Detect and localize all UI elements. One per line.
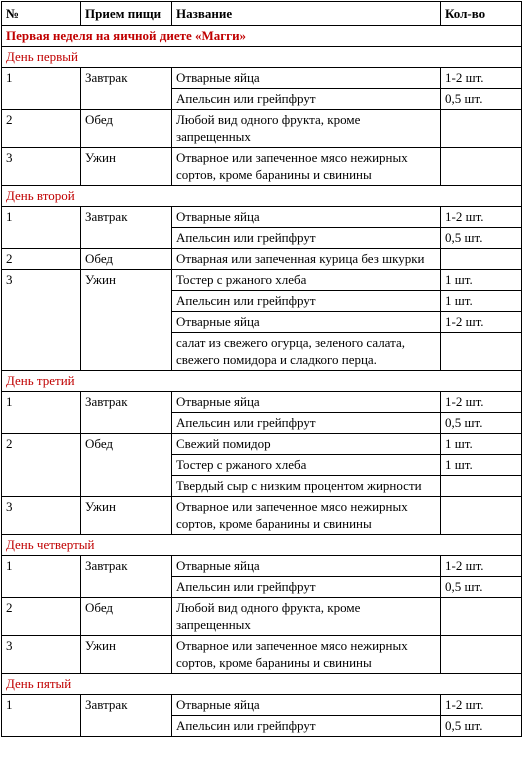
food-name: Отварные яйца — [172, 392, 441, 413]
day-row — [2, 674, 522, 695]
meal-name: Обед — [81, 598, 172, 636]
food-quantity: 1-2 шт. — [441, 392, 522, 413]
food-name: Отварная или запеченная курица без шкурки — [172, 249, 441, 270]
meal-name: Ужин — [81, 497, 172, 535]
table-row — [2, 148, 522, 186]
food-name: Отварные яйца — [172, 207, 441, 228]
meal-number: 3 — [2, 497, 81, 535]
meal-number: 1 — [2, 695, 81, 737]
food-name: Апельсин или грейпфрут — [172, 228, 441, 249]
table-row — [2, 207, 522, 228]
food-name: Отварное или запеченное мясо нежирных сортов, кроме баранины и свинины — [172, 636, 441, 674]
table-row — [2, 68, 522, 89]
food-name: Апельсин или грейпфрут — [172, 89, 441, 110]
meal-name: Завтрак — [81, 695, 172, 737]
day-title: День первый — [2, 47, 522, 68]
meal-name: Завтрак — [81, 68, 172, 110]
food-name: салат из свежего огурца, зеленого салата, свежего помидора и сладкого перца. — [172, 333, 441, 371]
food-name: Тостер с ржаного хлеба — [172, 455, 441, 476]
food-name: Свежий помидор — [172, 434, 441, 455]
food-quantity: 1 шт. — [441, 434, 522, 455]
meal-name: Ужин — [81, 636, 172, 674]
food-name: Отварное или запеченное мясо нежирных сортов, кроме баранины и свинины — [172, 148, 441, 186]
food-name: Апельсин или грейпфрут — [172, 577, 441, 598]
meal-name: Завтрак — [81, 207, 172, 249]
day-title: День пятый — [2, 674, 522, 695]
food-quantity: 1-2 шт. — [441, 695, 522, 716]
table-row — [2, 497, 522, 535]
table-row — [2, 110, 522, 148]
food-quantity: 0,5 шт. — [441, 89, 522, 110]
meal-name: Ужин — [81, 270, 172, 371]
meal-number: 3 — [2, 636, 81, 674]
meal-name: Ужин — [81, 148, 172, 186]
food-quantity — [441, 110, 522, 148]
header-name: Название — [172, 2, 441, 26]
food-quantity: 1-2 шт. — [441, 312, 522, 333]
diet-body — [2, 26, 522, 737]
food-name: Отварное или запеченное мясо нежирных сортов, кроме баранины и свинины — [172, 497, 441, 535]
food-quantity: 0,5 шт. — [441, 577, 522, 598]
food-name: Любой вид одного фрукта, кроме запрещенных — [172, 110, 441, 148]
week-title: Первая неделя на яичной диете «Магги» — [2, 26, 522, 47]
week-row — [2, 26, 522, 47]
meal-number: 3 — [2, 148, 81, 186]
table-row — [2, 434, 522, 455]
meal-number: 1 — [2, 556, 81, 598]
table-row — [2, 556, 522, 577]
header-qty: Кол-во — [441, 2, 522, 26]
meal-name: Обед — [81, 110, 172, 148]
diet-table — [1, 1, 522, 737]
meal-name: Завтрак — [81, 556, 172, 598]
meal-number: 1 — [2, 207, 81, 249]
food-quantity: 0,5 шт. — [441, 228, 522, 249]
food-name: Любой вид одного фрукта, кроме запрещенных — [172, 598, 441, 636]
food-quantity — [441, 636, 522, 674]
food-quantity — [441, 333, 522, 371]
food-quantity — [441, 148, 522, 186]
day-row — [2, 186, 522, 207]
food-quantity: 1-2 шт. — [441, 207, 522, 228]
food-quantity — [441, 476, 522, 497]
header-num: № — [2, 2, 81, 26]
food-quantity: 1 шт. — [441, 270, 522, 291]
food-quantity: 0,5 шт. — [441, 716, 522, 737]
food-quantity: 1-2 шт. — [441, 556, 522, 577]
day-row — [2, 371, 522, 392]
food-quantity: 1-2 шт. — [441, 68, 522, 89]
food-quantity — [441, 598, 522, 636]
table-row — [2, 695, 522, 716]
meal-name: Обед — [81, 434, 172, 497]
day-row — [2, 535, 522, 556]
table-row — [2, 249, 522, 270]
food-quantity: 0,5 шт. — [441, 413, 522, 434]
food-name: Апельсин или грейпфрут — [172, 413, 441, 434]
table-row — [2, 392, 522, 413]
food-quantity: 1 шт. — [441, 455, 522, 476]
day-title: День второй — [2, 186, 522, 207]
food-quantity — [441, 497, 522, 535]
food-name: Отварные яйца — [172, 695, 441, 716]
meal-number: 3 — [2, 270, 81, 371]
food-name: Апельсин или грейпфрут — [172, 291, 441, 312]
day-title: День третий — [2, 371, 522, 392]
meal-name: Завтрак — [81, 392, 172, 434]
day-row — [2, 47, 522, 68]
food-name: Твердый сыр с низким процентом жирности — [172, 476, 441, 497]
food-name: Отварные яйца — [172, 68, 441, 89]
day-title: День четвертый — [2, 535, 522, 556]
food-name: Тостер с ржаного хлеба — [172, 270, 441, 291]
meal-number: 2 — [2, 598, 81, 636]
food-name: Отварные яйца — [172, 312, 441, 333]
meal-number: 2 — [2, 434, 81, 497]
meal-name: Обед — [81, 249, 172, 270]
food-name: Апельсин или грейпфрут — [172, 716, 441, 737]
header-row — [2, 2, 522, 26]
food-quantity — [441, 249, 522, 270]
meal-number: 2 — [2, 249, 81, 270]
food-name: Отварные яйца — [172, 556, 441, 577]
table-row — [2, 598, 522, 636]
header-meal: Прием пищи — [81, 2, 172, 26]
table-row — [2, 270, 522, 291]
meal-number: 2 — [2, 110, 81, 148]
meal-number: 1 — [2, 392, 81, 434]
meal-number: 1 — [2, 68, 81, 110]
table-row — [2, 636, 522, 674]
food-quantity: 1 шт. — [441, 291, 522, 312]
